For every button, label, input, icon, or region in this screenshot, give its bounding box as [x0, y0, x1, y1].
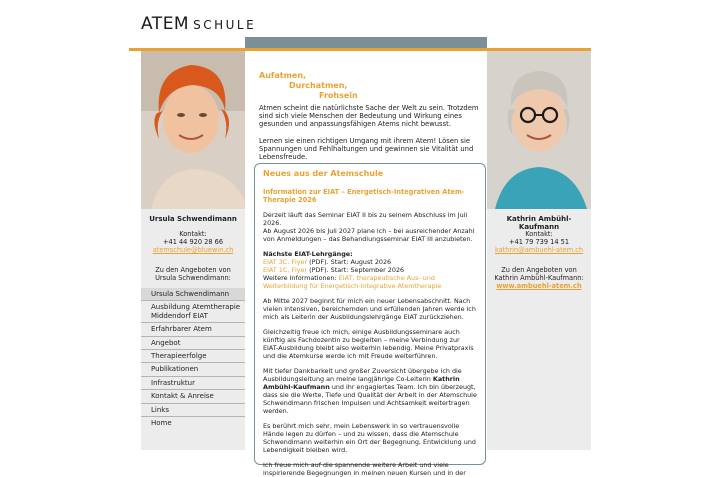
photo-kathrin [487, 51, 591, 209]
offers-text: Ursula Schwendimann: [155, 274, 231, 282]
news-paragraph: Ich freue mich auf die spannende weitere Arbeit und viele inspirierende Begegnungen in meinen neuen Kursen und in der [263, 461, 466, 477]
nav-item-ausbildung[interactable]: Ausbildung Atemtherapie Middendorf EIAT [141, 300, 245, 322]
flyer-link-3c[interactable]: EIAT 3C, Flyer [263, 258, 308, 266]
flyer-link-1c[interactable]: EIAT 1C, Flyer [263, 266, 308, 274]
tagline [259, 71, 358, 101]
right-sidebar [487, 51, 591, 450]
tagline-line: Aufatmen, [259, 71, 307, 80]
news-text: Derzeit läuft das Seminar EIAT II bis zu seinem Abschluss im Juli 2026. [263, 211, 468, 227]
intro-text [259, 104, 481, 169]
main-content [245, 51, 487, 477]
intro-paragraph: Atmen scheint die natürlichste Sache der Welt zu sein. Trotzdem sind sich viele Menschen der Bedeutung und Wirkung eines gesunden und anpassungsfähigen Atems nicht bewusst. [259, 104, 479, 129]
news-text: Ab August 2026 bis Juli 2027 plane ich – bei ausreichender Anzahl von Anmeldungen – das Behandlungsseminar EIAT III anzubieten. [263, 227, 475, 243]
tagline-line: Frohsein [319, 91, 358, 100]
courses-label: Nächste EIAT-Lehrgänge: [263, 250, 353, 258]
course-text: (PDF). Start: August 2026 [307, 258, 392, 266]
news-subheading: Information zur EIAT – Energetisch-Integrativen Atem-Therapie 2026 [263, 188, 465, 204]
website-link-kathrin[interactable]: www.ambuehl-atem.ch [496, 282, 582, 290]
offers-ursula [141, 266, 245, 282]
nav-item-angebot[interactable]: Angebot [141, 336, 245, 349]
news-paragraph: Gleichzeitig freue ich mich, einige Ausbildungsseminare auch künftig als Fachdozentin zu begleiten – meine Verbindung zur EIAT-Ausbildung bleibt also weiterhin lebendig. Meine Privatpraxis und die Atemkurse werde ich mit Freude weiterführen. [263, 328, 474, 360]
news-paragraph: Es berührt mich sehr, mein Lebenswerk in so vertrauensvolle Hände legen zu dürfen – und zu wissen, dass die Atemschule Schwendimann weiterhin ein Ort der Begegnung, Entwicklung und Lebendigkeit bleiben wird. [263, 422, 476, 454]
news-box [254, 163, 486, 477]
eiat-info-link[interactable]: EIAT, therapeutische Aus- und Weiterbildung für Energetisch-Integrative Atemtherapie [263, 274, 442, 290]
successor-name: Kathrin Ambühl-Kaufmann [263, 375, 460, 391]
nav-item-erfahrbarer-atem[interactable]: Erfahrbarer Atem [141, 322, 245, 335]
news-heading: Neues aus der Atemschule [263, 169, 384, 178]
nav-item-therapieerfolge[interactable]: Therapieerfolge [141, 349, 245, 362]
news-paragraph [263, 367, 477, 415]
nav-item-home[interactable]: Home [141, 416, 245, 429]
nav-item-kontakt[interactable]: Kontakt & Anreise [141, 389, 245, 402]
logo-sub: SCHULE [193, 18, 257, 32]
contact-label: Kontakt: [179, 230, 207, 238]
main-nav [141, 288, 245, 429]
offers-text: Zu den Angeboten von [155, 266, 231, 274]
news-text: und ihr engagiertes Team. Ich bin überzeugt, dass sie die Werte, Tiefe und Qualität der Arbeit in der Atemschule Schwendimann frischen Impulsen und Achtsamkeit weitertragen werden. [263, 383, 477, 415]
news-courses [263, 250, 477, 290]
contact-label: Kontakt: [525, 230, 553, 238]
person-name-kathrin: Kathrin Ambühl-Kaufmann [506, 215, 572, 231]
nav-item-links[interactable]: Links [141, 403, 245, 416]
more-label: Weitere Informationen: [263, 274, 339, 282]
photo-ursula [141, 51, 245, 209]
nav-item-ursula[interactable]: Ursula Schwendimann [141, 288, 245, 300]
news-paragraph: Ab Mitte 2027 beginnt für mich ein neuer Lebensabschnitt. Nach vielen intensiven, bereichernden und erfüllenden Jahren werde ich mich als Leiterin der Ausbildungslehrgänge EIAT zurückziehen. [263, 297, 476, 321]
nav-item-infrastruktur[interactable]: Infrastruktur [141, 376, 245, 389]
contact-kathrin [487, 230, 591, 254]
course-text: (PDF). Start: September 2026 [307, 266, 405, 274]
person-name-ursula: Ursula Schwendimann [149, 215, 237, 223]
tagline-line: Durchatmen, [289, 81, 348, 90]
news-text: Mit tiefer Dankbarkeit und großer Zuversicht übergebe ich die Ausbildungsleitung an meine langjährige Co-Leiterin [263, 367, 462, 383]
left-sidebar [141, 51, 245, 450]
site-logo[interactable] [141, 14, 256, 34]
phone-kathrin: +41 79 739 14 51 [508, 238, 570, 246]
header-bar [245, 37, 487, 48]
offers-text: Kathrin Ambühl-Kaufmann: [494, 274, 584, 282]
email-link-ursula[interactable]: atemschule@bluewin.ch [152, 246, 234, 254]
nav-item-publikationen[interactable]: Publikationen [141, 362, 245, 375]
intro-paragraph: Lernen sie einen richtigen Umgang mit ihrem Atem! Lösen sie Spannungen und Fehlhaltungen und gewinnen sie Vitalität und Lebensfreude. [259, 136, 474, 162]
offers-kathrin [487, 266, 591, 290]
news-paragraph [263, 211, 477, 243]
offers-text: Zu den Angeboten von [501, 266, 577, 274]
contact-ursula [141, 230, 245, 254]
logo-main: ATEM [141, 14, 190, 34]
email-link-kathrin[interactable]: kathrin@ambuehl-atem.ch [494, 246, 584, 254]
phone-ursula: +41 44 920 28 66 [162, 238, 224, 246]
